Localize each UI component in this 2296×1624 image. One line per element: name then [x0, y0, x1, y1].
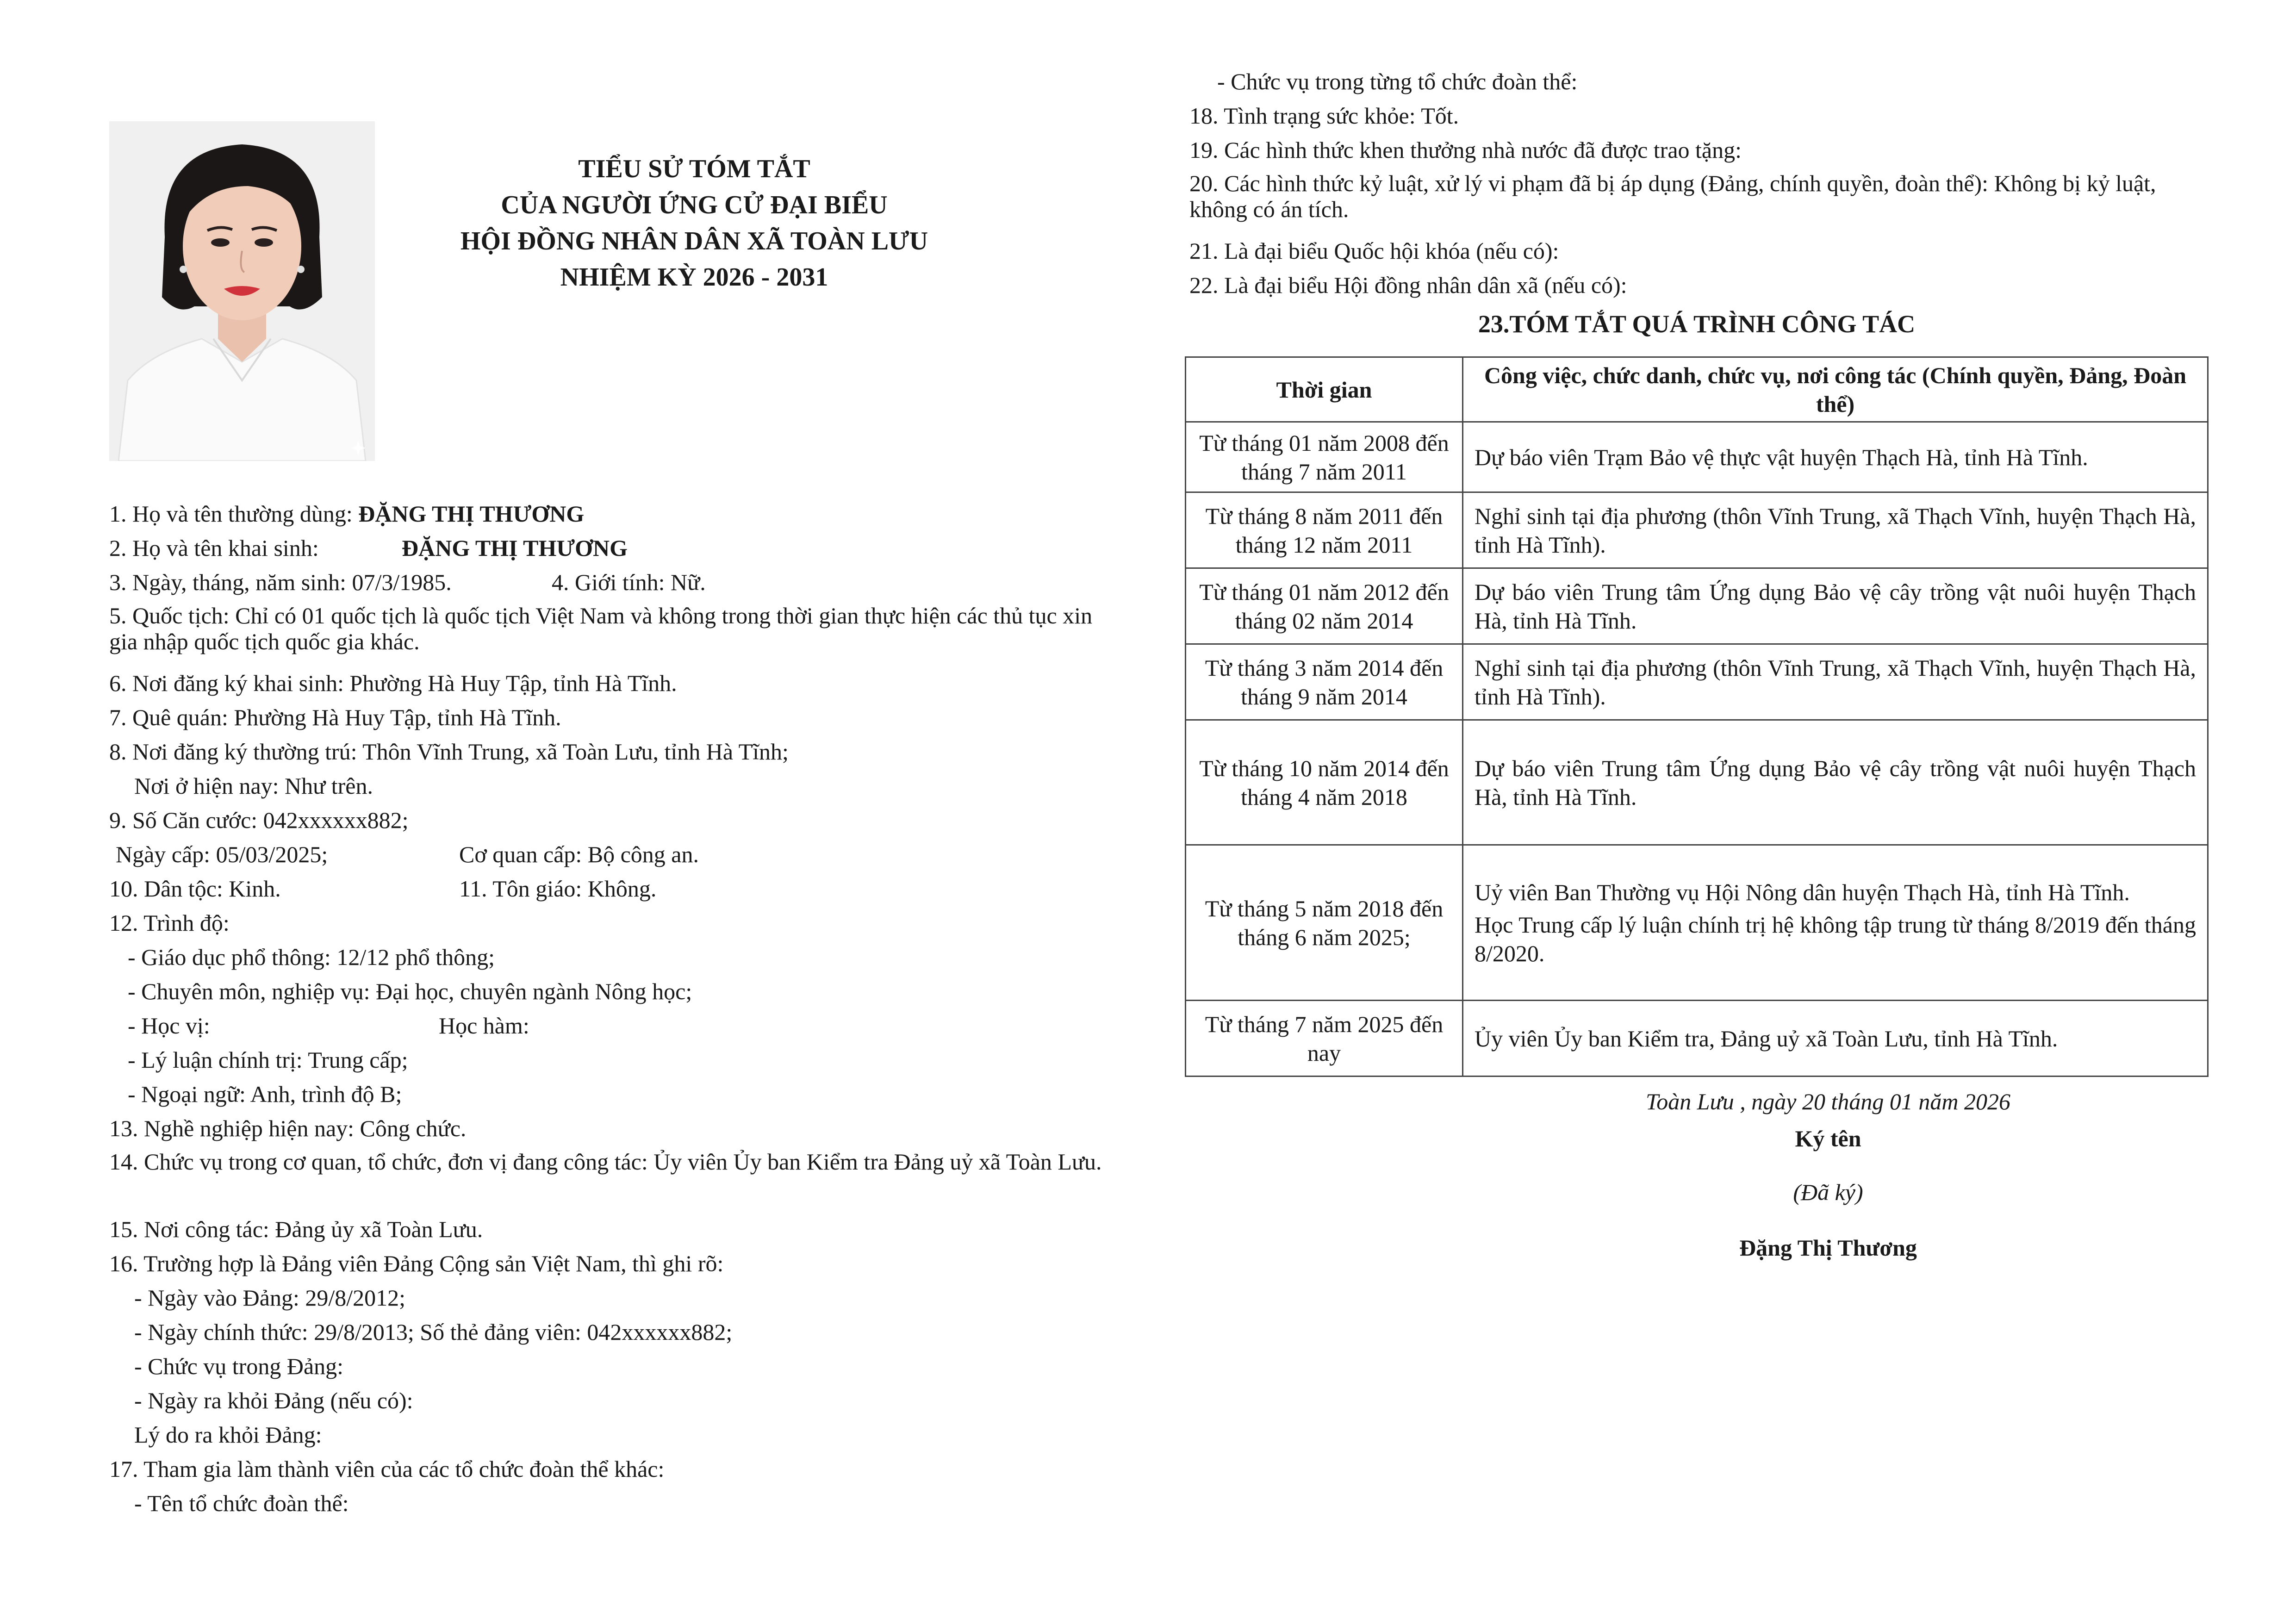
- field-awards: 19. Các hình thức khen thưởng nhà nước đã được trao tặng:: [1189, 137, 1742, 163]
- field-birthdate: 3. Ngày, tháng, năm sinh: 07/3/1985.: [109, 569, 452, 595]
- title-line-2: CỦA NGƯỜI ỨNG CỬ ĐẠI BIỂU: [501, 191, 888, 219]
- field-id-issue-date: Ngày cấp: 05/03/2025;: [116, 841, 328, 867]
- row-description: Ủy viên Ủy ban Kiểm tra, Đảng uỷ xã Toàn Lưu, tỉnh Hà Tĩnh.: [1463, 1001, 2208, 1076]
- field-organization-position: - Chức vụ trong từng tổ chức đoàn thể:: [1217, 68, 1578, 94]
- field-birth-name-value: ĐẶNG THỊ THƯƠNG: [402, 535, 628, 561]
- row-time: Từ tháng 10 năm 2014 đến tháng 4 năm 2018: [1186, 720, 1463, 845]
- row-description: Dự báo viên Trung tâm Ứng dụng Bảo vệ cây trồng vật nuôi huyện Thạch Hà, tỉnh Hà Tĩnh.: [1463, 720, 2208, 845]
- table-row: [1186, 422, 2208, 492]
- signed-note: (Đã ký): [1793, 1179, 1863, 1205]
- field-party-position: - Chức vụ trong Đảng:: [134, 1353, 344, 1379]
- table-row: [1186, 644, 2208, 720]
- section-work-history-title: 23.TÓM TẮT QUÁ TRÌNH CÔNG TÁC: [1478, 310, 1916, 338]
- field-education-heading: 12. Trình độ:: [109, 910, 230, 936]
- row-time: Từ tháng 8 năm 2011 đến tháng 12 năm 2011: [1186, 492, 1463, 568]
- field-political-theory: - Lý luận chính trị: Trung cấp;: [128, 1047, 408, 1073]
- header-time: Thời gian: [1186, 357, 1463, 422]
- field-id-number: 9. Số Căn cước: 042xxxxxx882;: [109, 807, 409, 833]
- table-row: [1186, 1001, 2208, 1076]
- field-common-name: [109, 500, 584, 528]
- field-specialty: - Chuyên môn, nghiệp vụ: Đại học, chuyên ngành Nông học;: [128, 978, 692, 1004]
- title-line-1: TIỂU SỬ TÓM TẮT: [578, 155, 810, 183]
- field-party-official-date: - Ngày chính thức: 29/8/2013; Số thẻ đảng viên: 042xxxxxx882;: [134, 1319, 733, 1345]
- field-birth-name-label: 2. Họ và tên khai sinh:: [109, 535, 319, 561]
- row-description-line: Học Trung cấp lý luận chính trị hệ không tập trung từ tháng 8/2019 đến tháng 8/2020.: [1475, 911, 2196, 966]
- row-description-line: Uỷ viên Ban Thường vụ Hội Nông dân huyện Thạch Hà, tỉnh Hà Tĩnh.: [1475, 879, 2130, 905]
- field-organizations: 17. Tham gia làm thành viên của các tổ chức đoàn thể khác:: [109, 1456, 665, 1482]
- field-general-education: - Giáo dục phổ thông: 12/12 phổ thông;: [128, 944, 495, 970]
- title-line-3: HỘI ĐỒNG NHÂN DÂN XÃ TOÀN LƯU: [460, 227, 928, 255]
- table-row: [1186, 568, 2208, 644]
- row-time: Từ tháng 5 năm 2018 đến tháng 6 năm 2025;: [1186, 845, 1463, 1001]
- sign-label: Ký tên: [1795, 1126, 1861, 1151]
- field-value: ĐẶNG THỊ THƯƠNG: [358, 501, 585, 527]
- field-workplace: 15. Nơi công tác: Đảng ủy xã Toàn Lưu.: [109, 1216, 483, 1242]
- field-discipline: 20. Các hình thức kỷ luật, xử lý vi phạm đã bị áp dụng (Đảng, chính quyền, đoàn thể): Không bị kỷ luật, không có án tích.: [1189, 170, 2156, 222]
- field-id-issuer: Cơ quan cấp: Bộ công an.: [459, 841, 699, 867]
- row-description: Dự báo viên Trạm Bảo vệ thực vật huyện Thạch Hà, tỉnh Hà Tĩnh.: [1463, 422, 2208, 492]
- document-title: [370, 151, 1018, 295]
- field-degree: - Học vị:: [128, 1013, 210, 1039]
- row-description: Nghỉ sinh tại địa phương (thôn Vĩnh Trung, xã Thạch Vĩnh, huyện Thạch Hà, tỉnh Hà Tĩnh).: [1463, 492, 2208, 568]
- field-party-join-date: - Ngày vào Đảng: 29/8/2012;: [134, 1285, 406, 1311]
- row-time: Từ tháng 01 năm 2008 đến tháng 7 năm 2011: [1186, 422, 1463, 492]
- row-description: [1463, 845, 2208, 1001]
- field-party-membership: 16. Trường hợp là Đảng viên Đảng Cộng sản Việt Nam, thì ghi rõ:: [109, 1251, 724, 1276]
- field-permanent-residence: 8. Nơi đăng ký thường trú: Thôn Vĩnh Trung, xã Toàn Lưu, tỉnh Hà Tĩnh;: [109, 739, 789, 765]
- portrait-illustration: [109, 121, 375, 461]
- header-description: Công việc, chức danh, chức vụ, nơi công tác (Chính quyền, Đảng, Đoàn thể): [1463, 357, 2208, 422]
- row-time: Từ tháng 01 năm 2012 đến tháng 02 năm 2014: [1186, 568, 1463, 644]
- work-history-table: [1185, 356, 2209, 1077]
- table-row: [1186, 720, 2208, 845]
- field-current-residence: Nơi ở hiện nay: Như trên.: [134, 773, 373, 799]
- field-hometown: 7. Quê quán: Phường Hà Huy Tập, tỉnh Hà Tĩnh.: [109, 704, 561, 730]
- candidate-photo: [109, 121, 375, 461]
- field-health: 18. Tình trạng sức khỏe: Tốt.: [1189, 103, 1459, 129]
- field-ethnicity: 10. Dân tộc: Kinh.: [109, 876, 281, 902]
- table-header-row: [1186, 357, 2208, 422]
- field-occupation: 13. Nghề nghiệp hiện nay: Công chức.: [109, 1115, 467, 1141]
- field-academic-title: Học hàm:: [439, 1013, 529, 1039]
- field-label: 1. Họ và tên thường dùng:: [109, 501, 359, 527]
- field-organization-name: - Tên tổ chức đoàn thể:: [134, 1490, 349, 1516]
- table-row: [1186, 845, 2208, 1001]
- row-time: Từ tháng 7 năm 2025 đến nay: [1186, 1001, 1463, 1076]
- table-row: [1186, 492, 2208, 568]
- place-date: Toàn Lưu , ngày 20 tháng 01 năm 2026: [1646, 1089, 2010, 1114]
- row-description: Dự báo viên Trung tâm Ứng dụng Bảo vệ cây trồng vật nuôi huyện Thạch Hà, tỉnh Hà Tĩnh.: [1463, 568, 2208, 644]
- field-religion: 11. Tôn giáo: Không.: [459, 876, 657, 902]
- field-position: 14. Chức vụ trong cơ quan, tổ chức, đơn vị đang công tác: Ủy viên Ủy ban Kiểm tra Đảng uỷ xã Toàn Lưu.: [109, 1149, 1102, 1175]
- field-gender: 4. Giới tính: Nữ.: [552, 569, 706, 595]
- field-party-leave-reason: Lý do ra khỏi Đảng:: [134, 1422, 322, 1448]
- field-birth-registration: 6. Nơi đăng ký khai sinh: Phường Hà Huy Tập, tỉnh Hà Tĩnh.: [109, 670, 677, 696]
- field-national-assembly: 21. Là đại biểu Quốc hội khóa (nếu có):: [1189, 238, 1559, 264]
- title-line-4: NHIỆM KỲ 2026 - 2031: [560, 263, 828, 292]
- field-council-delegate: 22. Là đại biểu Hội đồng nhân dân xã (nếu có):: [1189, 272, 1627, 298]
- field-foreign-language: - Ngoại ngữ: Anh, trình độ B;: [128, 1081, 402, 1107]
- field-nationality: 5. Quốc tịch: Chỉ có 01 quốc tịch là quốc tịch Việt Nam và không trong thời gian thực hiện các thủ tục xin gia nhập quốc tịch quốc gia khác.: [109, 603, 1093, 654]
- signer-name: Đặng Thị Thương: [1739, 1235, 1917, 1261]
- row-description: Nghỉ sinh tại địa phương (thôn Vĩnh Trung, xã Thạch Vĩnh, huyện Thạch Hà, tỉnh Hà Tĩnh).: [1463, 644, 2208, 720]
- field-party-leave-date: - Ngày ra khỏi Đảng (nếu có):: [134, 1388, 413, 1413]
- row-time: Từ tháng 3 năm 2014 đến tháng 9 năm 2014: [1186, 644, 1463, 720]
